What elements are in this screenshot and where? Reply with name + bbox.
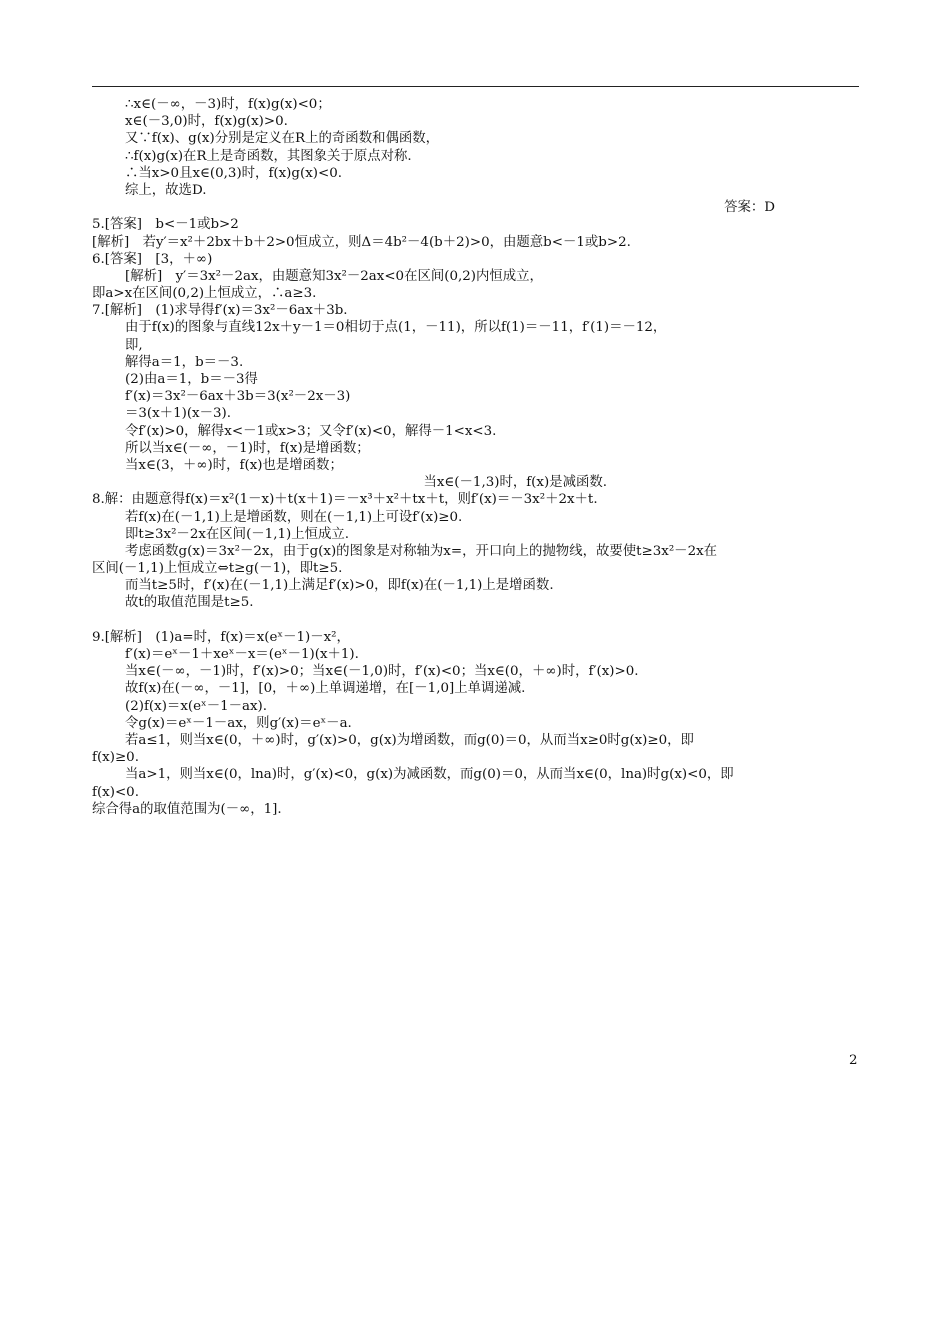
- text-line: 令f′(x)>0，解得x<－1或x>3；又令f′(x)<0，解得－1<x<3.: [125, 423, 497, 439]
- text-line: 而当t≥5时，f′(x)在(－1,1)上满足f′(x)>0，即f(x)在(－1,1)上是增函数.: [125, 578, 554, 594]
- text-line: [解析] 若y′＝x²＋2bx＋b＋2>0恒成立，则Δ＝4b²－4(b＋2)>0，由题意b<－1或b>2.: [92, 234, 631, 250]
- text-line: ＝3(x＋1)(x－3).: [125, 406, 231, 422]
- text-line: 综合得a的取值范围为(－∞，1].: [92, 801, 282, 817]
- text-line: 当x∈(3，＋∞)时，f(x)也是增函数；: [125, 457, 343, 473]
- answer-line: 答案：D: [724, 200, 775, 216]
- text-line: f′(x)＝eˣ－1＋xeˣ－x＝(eˣ－1)(x＋1).: [125, 647, 359, 662]
- text-line: [解析] y′＝3x²－2ax，由题意知3x²－2ax<0在区间(0,2)内恒成立，: [125, 268, 543, 284]
- text-line: 9.[解析] (1)a=时，f(x)＝x(eˣ－1)－x²，: [92, 629, 350, 645]
- text-line: 故t的取值范围是t≥5.: [125, 595, 254, 611]
- text-line: 5.[答案] b<－1或b>2: [92, 217, 239, 233]
- text-line: 解得a＝1，b＝－3.: [125, 354, 244, 370]
- text-line: 令g(x)＝eˣ－1－ax，则g′(x)＝eˣ－a.: [125, 715, 352, 731]
- text-line: 即,: [125, 337, 143, 353]
- text-line: 故f(x)在(－∞，－1]，[0，＋∞)上单调递增，在[－1,0]上单调递减.: [125, 681, 526, 697]
- text-line: 当x∈(－∞，－1)时，f′(x)>0；当x∈(－1,0)时，f′(x)<0；当x∈(0，＋∞)时，f′(x)>0.: [125, 664, 639, 680]
- text-line: 若a≤1，则当x∈(0，＋∞)时，g′(x)>0，g(x)为增函数，而g(0)＝0，从而当x≥0时g(x)≥0，即: [125, 732, 694, 748]
- text-line: 当x∈(－1,3)时，f(x)是减函数.: [423, 475, 607, 491]
- text-line: 8.解：由题意得f(x)＝x²(1－x)＋t(x＋1)＝－x³＋x²＋tx＋t，则f′(x)＝－3x²＋2x＋t.: [92, 492, 598, 508]
- text-line: 由于f(x)的图象与直线12x＋y－1＝0相切于点(1，－11)，所以f(1)＝－11，f′(1)＝－12，: [125, 320, 667, 336]
- text-line: 考虑函数g(x)＝3x²－2x，由于g(x)的图象是对称轴为x=，开口向上的抛物线，故要使t≥3x²－2x在: [125, 543, 718, 559]
- text-line: f′(x)＝3x²－6ax＋3b＝3(x²－2x－3): [125, 389, 351, 405]
- text-line: ∴x∈(－∞，－3)时，f(x)g(x)<0；: [125, 97, 331, 112]
- text-line: f(x)<0.: [92, 784, 139, 800]
- text-line: ∴当x>0且x∈(0,3)时，f(x)g(x)<0.: [125, 165, 342, 181]
- text-line: 当a>1，则当x∈(0，lna)时，g′(x)<0，g(x)为减函数，而g(0)＝0，从而当x∈(0，lna)时g(x)<0，即: [125, 767, 734, 783]
- page-number: 2: [849, 1053, 858, 1068]
- header-rule: [92, 86, 859, 87]
- text-line: 所以当x∈(－∞，－1)时，f(x)是增函数；: [125, 440, 370, 456]
- text-line: 若f(x)在(－1,1)上是增函数，则在(－1,1)上可设f′(x)≥0.: [125, 509, 463, 525]
- text-line: 7.[解析] (1)求导得f′(x)＝3x²－6ax＋3b.: [92, 303, 348, 319]
- text-line: 综上，故选D.: [125, 182, 207, 198]
- blank-line: [92, 612, 859, 629]
- text-line: 又∵f(x)、g(x)分别是定义在R上的奇函数和偶函数，: [125, 131, 440, 147]
- text-line: 区间(－1,1)上恒成立⇔t≥g(－1)，即t≥5.: [92, 561, 343, 577]
- text-line: 即t≥3x²－2x在区间(－1,1)上恒成立.: [125, 526, 350, 542]
- text-line: (2)由a＝1，b＝－3得: [125, 372, 258, 387]
- text-line: x∈(－3,0)时，f(x)g(x)>0.: [125, 114, 288, 130]
- text-line: f(x)≥0.: [92, 750, 139, 766]
- text-line: 即a>x在区间(0,2)上恒成立，∴a≥3.: [92, 286, 317, 302]
- text-line: ∴f(x)g(x)在R上是奇函数，其图象关于原点对称.: [125, 148, 412, 164]
- text-line: 6.[答案] [3，＋∞): [92, 251, 213, 267]
- solution-text: [92, 96, 859, 818]
- text-line: (2)f(x)＝x(eˣ－1－ax).: [125, 698, 268, 714]
